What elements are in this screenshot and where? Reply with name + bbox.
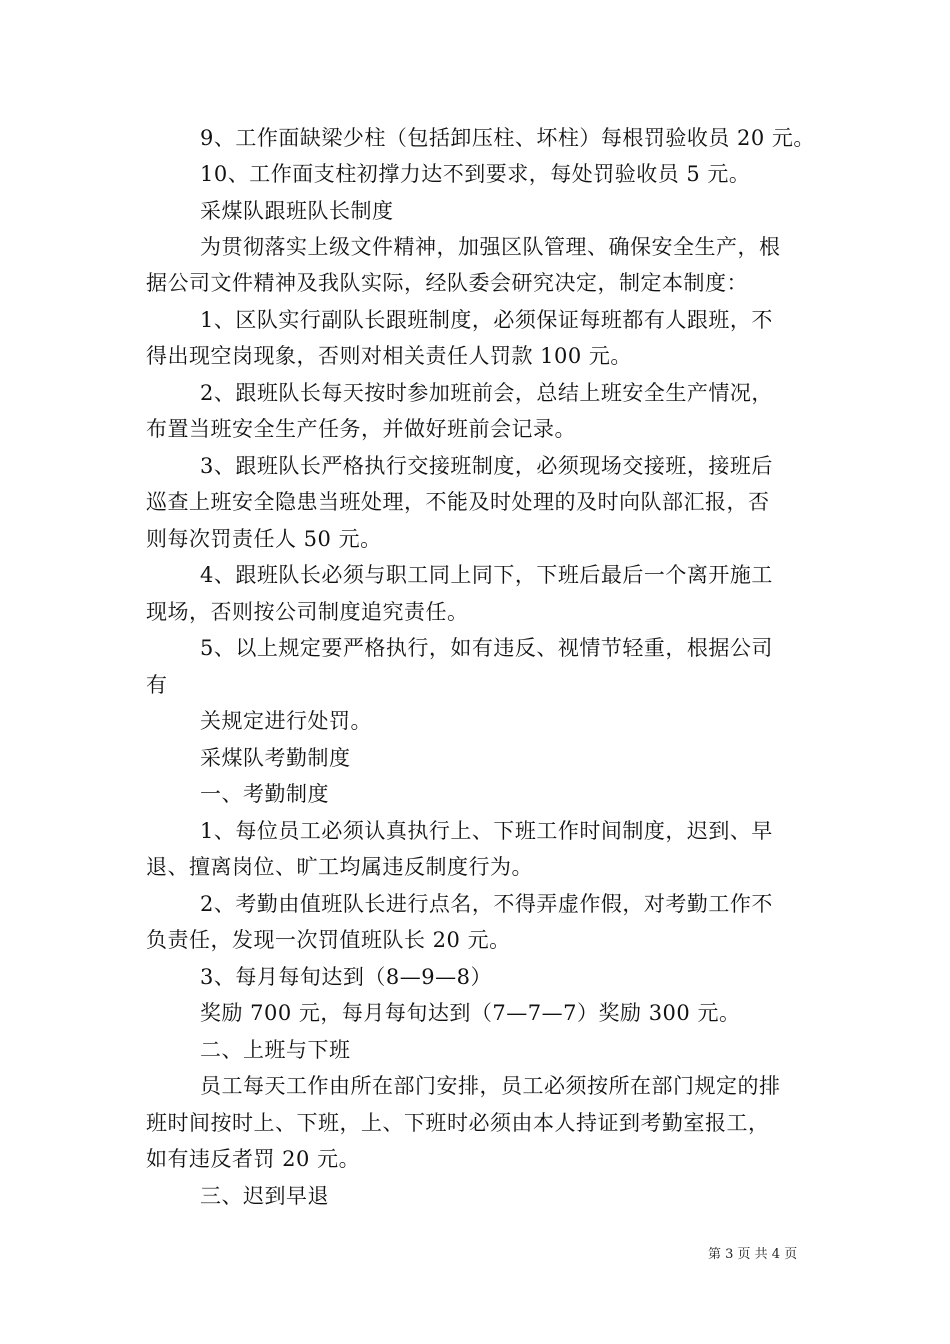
text-line: 布置当班安全生产任务，并做好班前会记录。 xyxy=(146,417,576,441)
text-line: 有 xyxy=(146,673,168,697)
section-heading: 一、考勤制度 xyxy=(200,782,329,806)
text-line: 5、以上规定要严格执行，如有违反、视情节轻重，根据公司 xyxy=(200,636,773,660)
section-heading: 三、迟到早退 xyxy=(200,1184,329,1208)
text-line: 退、擅离岗位、旷工均属违反制度行为。 xyxy=(146,855,533,879)
text-line: 关规定进行处罚。 xyxy=(200,709,372,733)
text-line: 9、工作面缺梁少柱（包括卸压柱、坏柱）每根罚验收员 20 元。 xyxy=(200,126,815,150)
text-line: 1、区队实行副队长跟班制度，必须保证每班都有人跟班，不 xyxy=(200,308,773,332)
section-heading: 采煤队跟班队长制度 xyxy=(200,199,394,223)
text-line: 4、跟班队长必须与职工同上同下，下班后最后一个离开施工 xyxy=(200,563,773,587)
text-line: 员工每天工作由所在部门安排，员工必须按所在部门规定的排 xyxy=(200,1074,781,1098)
page-number: 第 3 页 共 4 页 xyxy=(708,1247,798,1262)
section-heading: 二、上班与下班 xyxy=(200,1038,351,1062)
text-line: 2、跟班队长每天按时参加班前会，总结上班安全生产情况， xyxy=(200,381,773,405)
text-line: 据公司文件精神及我队实际，经队委会研究决定，制定本制度： xyxy=(146,271,748,295)
text-line: 巡查上班安全隐患当班处理，不能及时处理的及时向队部汇报，否 xyxy=(146,490,770,514)
text-line: 1、每位员工必须认真执行上、下班工作时间制度，迟到、早 xyxy=(200,819,773,843)
text-line: 负责任，发现一次罚值班队长 20 元。 xyxy=(146,928,511,952)
text-line: 现场，否则按公司制度追究责任。 xyxy=(146,600,469,624)
text-line: 得出现空岗现象，否则对相关责任人罚款 100 元。 xyxy=(146,344,632,368)
text-line: 10、工作面支柱初撑力达不到要求，每处罚验收员 5 元。 xyxy=(200,162,751,186)
text-line: 2、考勤由值班队长进行点名，不得弄虚作假，对考勤工作不 xyxy=(200,892,773,916)
section-heading: 采煤队考勤制度 xyxy=(200,746,351,770)
text-line: 则每次罚责任人 50 元。 xyxy=(146,527,382,551)
text-line: 奖励 700 元，每月每旬达到（7—7—7）奖励 300 元。 xyxy=(200,1001,741,1025)
text-line: 3、跟班队长严格执行交接班制度，必须现场交接班，接班后 xyxy=(200,454,773,478)
text-line: 班时间按时上、下班，上、下班时必须由本人持证到考勤室报工， xyxy=(146,1111,770,1135)
text-line: 3、每月每旬达到（8—9—8） xyxy=(200,965,492,989)
text-line: 如有违反者罚 20 元。 xyxy=(146,1147,361,1171)
text-line: 为贯彻落实上级文件精神，加强区队管理、确保安全生产，根 xyxy=(200,235,781,259)
